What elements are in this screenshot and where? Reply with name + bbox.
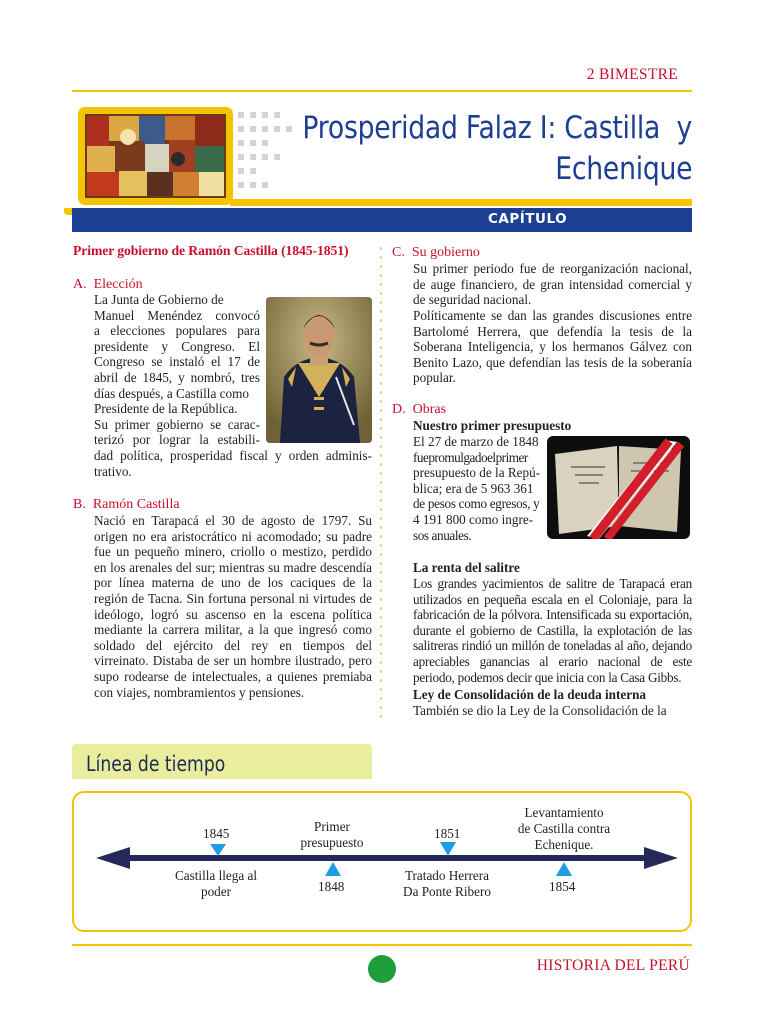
section-c-text2: Políticamente se dan las grandes discusiones entre Bartolomé Herrera, que defendía la tesis de la Soberana Inteligencia, y los hermanos Gálvez con Benito Lazo, que defendían las tesis de la soberanía popular. xyxy=(413,308,692,386)
section-b-text: Nació en Tarapacá el 30 de agosto de 1797. Su origen no era aristocrático ni acomodado; su padre fue un pequeño minero, criollo o mestizo, perdido en los arenales del sur; mientras su madre descendía por línea materna de uno de los caciques de la región de Tacna. Sin fortuna personal ni virtudes de ideólogo, logró su ascenso en la escena política mediante la carrera militar, a la que ingresó como soldado del ejército del rey en tiempos del virreinato. Distaba de ser un hombre ilustrado, pero supo rodearse de intelectuales, a quienes premiaba con viajes, nombramientos y pensiones. xyxy=(94,513,372,700)
section-c-title: C. Su gobierno xyxy=(392,245,480,260)
year-1848: 1848 xyxy=(318,879,345,894)
header-rule xyxy=(72,90,692,92)
marker-1848 xyxy=(325,862,341,876)
laptop-illustration xyxy=(78,107,233,207)
column-divider xyxy=(380,244,382,720)
year-1851: 1851 xyxy=(434,826,461,841)
label-1848: Primer presupuesto xyxy=(300,819,364,850)
section-b-title: B. Ramón Castilla xyxy=(73,497,180,512)
section-a-text: La Junta de Gobierno de Manuel Menéndez convocó a elecciones populares para presidente y Congreso. El Congreso se instaló el 17 de abril de 1845, y nombró, tres días después, a Castilla como Presidente de la República. Su primer gobierno se carac- terizó por lograr la estabili- xyxy=(94,292,260,448)
year-1854: 1854 xyxy=(549,879,576,894)
chapter-label: CAPÍTULO xyxy=(488,211,568,227)
section-d-text2: Los grandes yacimientos de salitre de Tarapacá eran utilizados en pequeña escala en el Coloniaje, para la fabricación de la pólvora. Intensificada su exportación, durante el gobierno de Castilla, la explotación de las salitreras rindió un millón de toneladas al año, dejando apreciables ganancias al erario nacional de este periodo, podemos decir que inicia con la Casa Gibbs. xyxy=(413,576,692,685)
marker-1851 xyxy=(440,842,456,856)
footer-subject: HISTORIA DEL PERÚ xyxy=(536,957,690,974)
section-c-text1: Su primer periodo fue de reorganización nacional, de auge financiero, de gran intensidad comercial y de seguridad nacional. xyxy=(413,261,692,308)
section-a-title: A. Elección xyxy=(73,277,143,292)
section-a-text-full: dad política, prosperidad fiscal y orden adminis- trativo. xyxy=(94,448,372,479)
page-title-line2: Echenique xyxy=(554,151,692,187)
timeline-title: Línea de tiempo xyxy=(86,752,226,776)
budget-book-photo xyxy=(547,436,690,539)
bimester-label: 2 BIMESTRE xyxy=(586,66,678,83)
footer-rule xyxy=(72,944,692,946)
marker-1845 xyxy=(210,843,226,855)
section-d-title: D. Obras xyxy=(392,402,447,417)
label-1845: Castilla llega al poder xyxy=(174,868,258,899)
page-title-line1: Prosperidad Falaz I: Castilla y xyxy=(302,110,692,146)
subheading-presupuesto: Nuestro primer presupuesto xyxy=(413,418,572,433)
page-number-dot xyxy=(368,955,396,983)
section-d-text3: También se dio la Ley de la Consolidación de la xyxy=(413,703,667,718)
subheading-ley: Ley de Consolidación de la deuda interna xyxy=(413,687,647,702)
year-1845: 1845 xyxy=(203,826,230,841)
chapter-bar-yellow xyxy=(230,199,692,206)
chapter-bar xyxy=(72,208,692,232)
marker-1854 xyxy=(556,862,572,876)
section-d-text1: El 27 de marzo de 1848 fuepromulgadoelprimer presupuesto de la Repú- blica; era de 5 963 361 de pesos como egresos, y 4 191 800 como ingre- sos anuales. xyxy=(413,434,541,543)
left-heading: Primer gobierno de Ramón Castilla (1845-1851) xyxy=(73,243,349,258)
subheading-salitre: La renta del salitre xyxy=(413,560,520,575)
label-1854: Levantamiento de Castilla contra Echenique. xyxy=(517,805,611,852)
label-1851: Tratado Herrera Da Ponte Ribero xyxy=(403,868,491,899)
